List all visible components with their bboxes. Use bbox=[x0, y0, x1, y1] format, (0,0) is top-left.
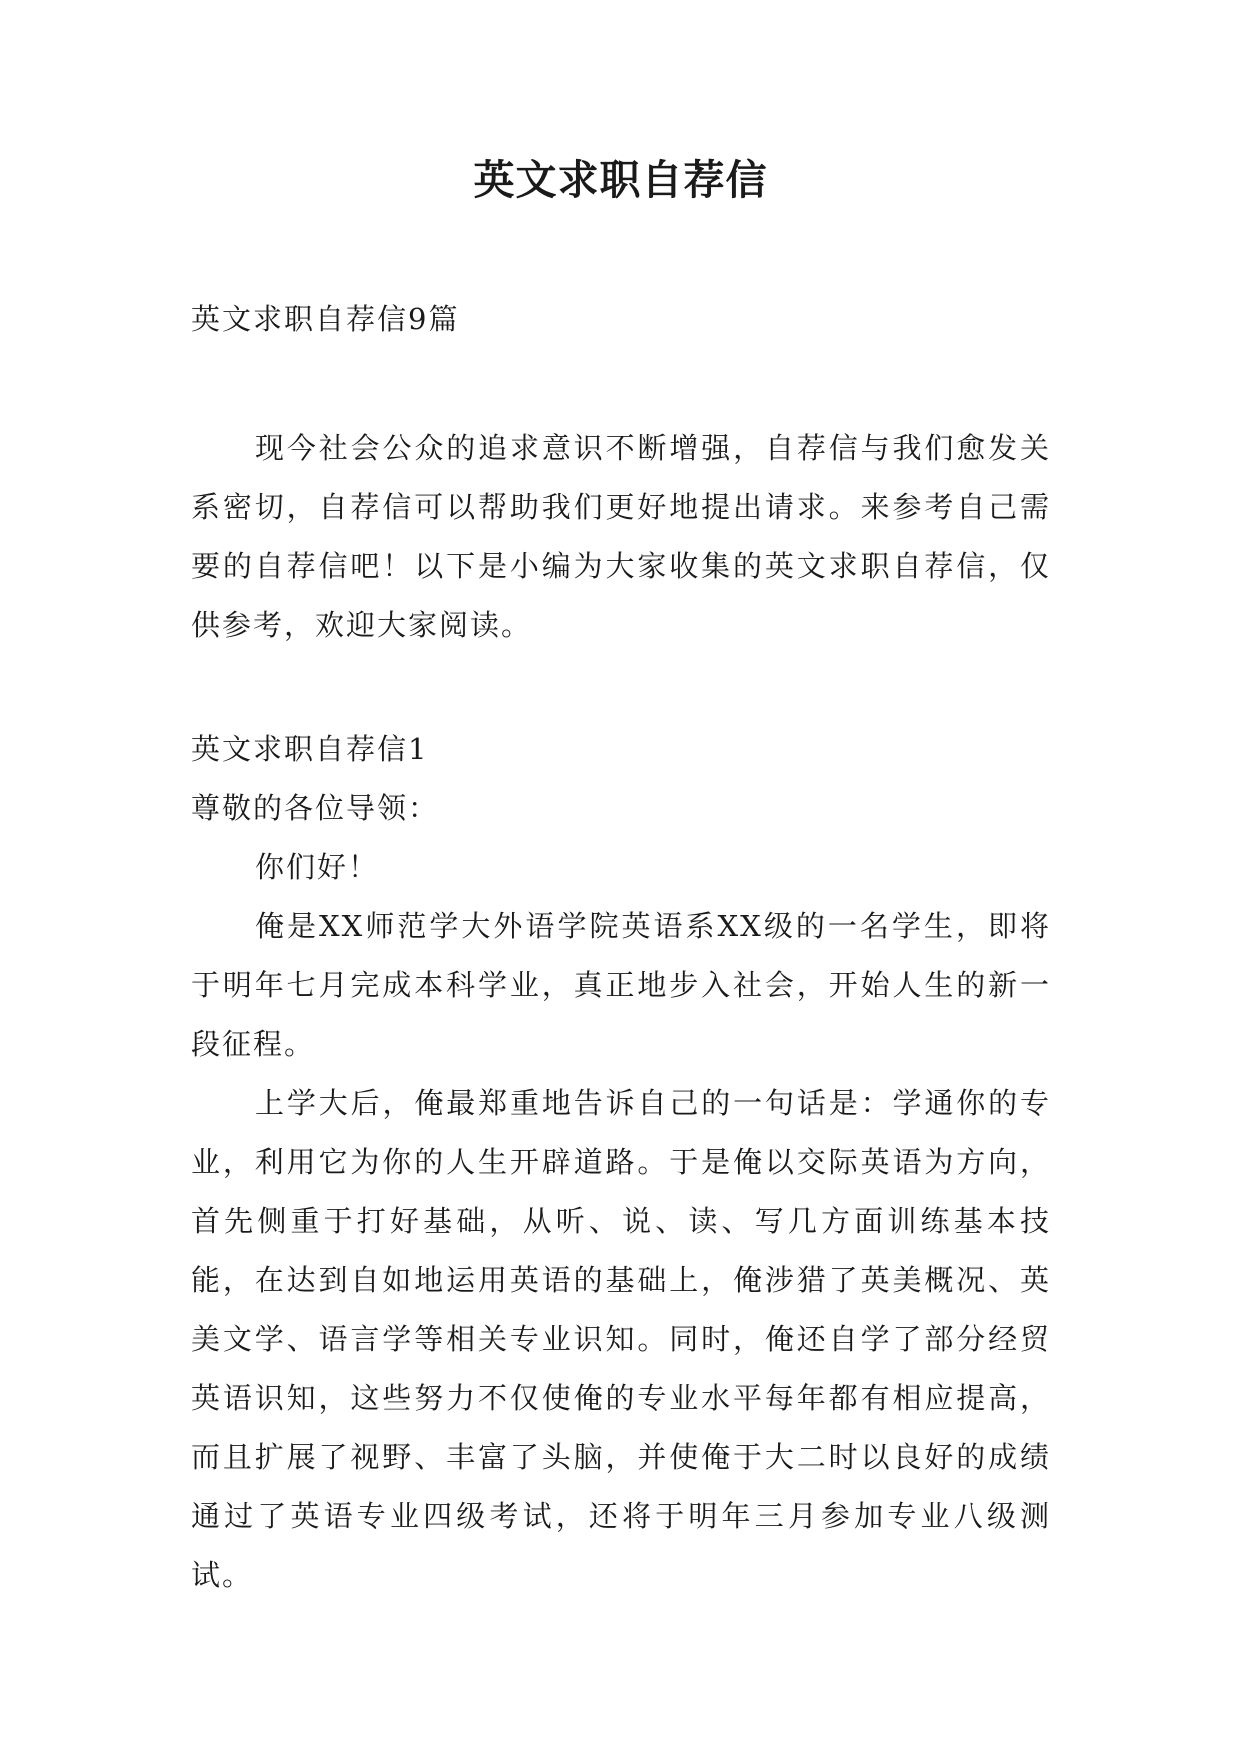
spacer bbox=[191, 655, 1051, 720]
document-subtitle: 英文求职自荐信9篇 bbox=[191, 302, 460, 336]
spacer bbox=[191, 349, 1051, 419]
body-paragraph: 俺是XX师范学大外语学院英语系XX级的一名学生，即将于明年七月完成本科学业，真正地步入社会，开始人生的新一段征程。 bbox=[191, 909, 1051, 1061]
section-heading: 英文求职自荐信1 bbox=[191, 732, 429, 766]
document-title: 英文求职自荐信 bbox=[473, 156, 768, 204]
greeting: 你们好！ bbox=[255, 850, 380, 884]
intro-paragraph: 现今社会公众的追求意识不断增强，自荐信与我们愈发关系密切，自荐信可以帮助我们更好地提出请求。来参考自己需要的自荐信吧！以下是小编为大家收集的英文求职自荐信，仅供参考，欢迎大家阅读。 bbox=[191, 431, 1051, 642]
body-paragraph: 上学大后，俺最郑重地告诉自己的一句话是：学通你的专业，利用它为你的人生开辟道路。于是俺以交际英语为方向，首先侧重于打好基础，从听、说、读、写几方面训练基本技能，在达到自如地运用英语的基础上，俺涉猎了英美概况、英美文学、语言学等相关专业识知。同时，俺还自学了部分经贸英语识知，这些努力不仅使俺的专业水平每年都有相应提高，而且扩展了视野、丰富了头脑，并使俺于大二时以良好的成绩通过了英语专业四级考试，还将于明年三月参加专业八级测试。 bbox=[191, 1086, 1051, 1592]
salutation: 尊敬的各位导领： bbox=[191, 791, 440, 825]
document-body bbox=[191, 290, 1051, 1605]
